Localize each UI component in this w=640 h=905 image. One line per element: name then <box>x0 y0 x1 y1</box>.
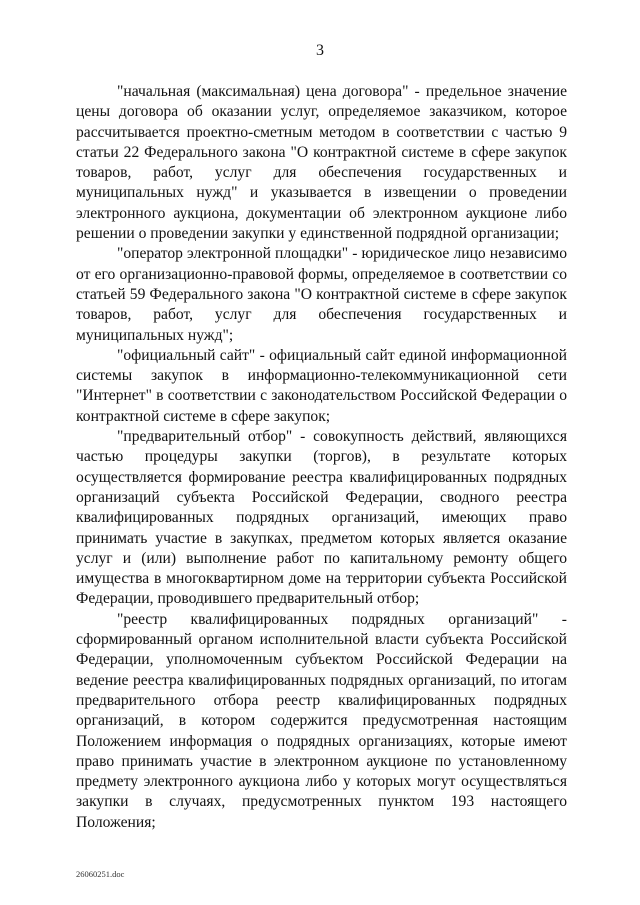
definition-official-site: "официальный сайт" - официальный сайт единой информационной системы закупок в информационно-телекоммуникационной сети "Интернет" в соответствии с законодательством Российской Федерации о контрактной системе в сфере закупок; <box>76 346 567 425</box>
definition-preliminary-selection: "предварительный отбор" - совокупность действий, являющихся частью процедуры закупки (торгов), в результате которых осуществляется формирование реестра квалифицированных подрядных организаций субъекта Российской Федерации, сводного реестра квалифицированных подрядных организаций, имеющих право принимать участие в закупках, предметом которых является оказание услуг и (или) выполнение работ по капитальному ремонту общего имущества в многоквартирном доме на территории субъекта Российской Федерации, проводившего предварительный отбор; <box>76 428 567 608</box>
footer-file-code: 26060251.doc <box>76 869 125 879</box>
definition-platform-operator: "оператор электронной площадки" - юридическое лицо независимо от его организационно-правовой формы, определяемое в соответствии со статьей 59 Федерального закона "О контрактной системе в сфере закупок товаров, работ, услуг для обеспечения государственных и муниципальных нужд"; <box>76 245 567 344</box>
document-body <box>76 82 567 833</box>
page-number: 3 <box>316 42 324 59</box>
definition-initial-max-price: "начальная (максимальная) цена договора" - предельное значение цены договора об оказании услуг, определяемое заказчиком, которое рассчитывается проектно-сметным методом в соответствии с частью 9 статьи 22 Федерального закона "О контрактной системе в сфере закупок товаров, работ, услуг для обеспечения государственных и муниципальных нужд" и указывается в извещении о проведении электронного аукциона, документации об электронном аукционе либо решении о проведении закупки у единственной подрядной организации; <box>76 83 567 243</box>
definition-qualified-contractors-registry: "реестр квалифицированных подрядных организаций" - сформированный органом исполнительной власти субъекта Российской Федерации, уполномоченным субъектом Российской Федерации на ведение реестра квалифицированных подрядных организаций, по итогам предварительного отбора реестр квалифицированных подрядных организаций, в котором содержится предусмотренная настоящим Положением информация о подрядных организациях, которые имеют право принимать участие в электронном аукционе по установленному предмету электронного аукциона либо у которых могут осуществляться закупки в случаях, предусмотренных пунктом 193 настоящего Положения; <box>76 610 567 831</box>
